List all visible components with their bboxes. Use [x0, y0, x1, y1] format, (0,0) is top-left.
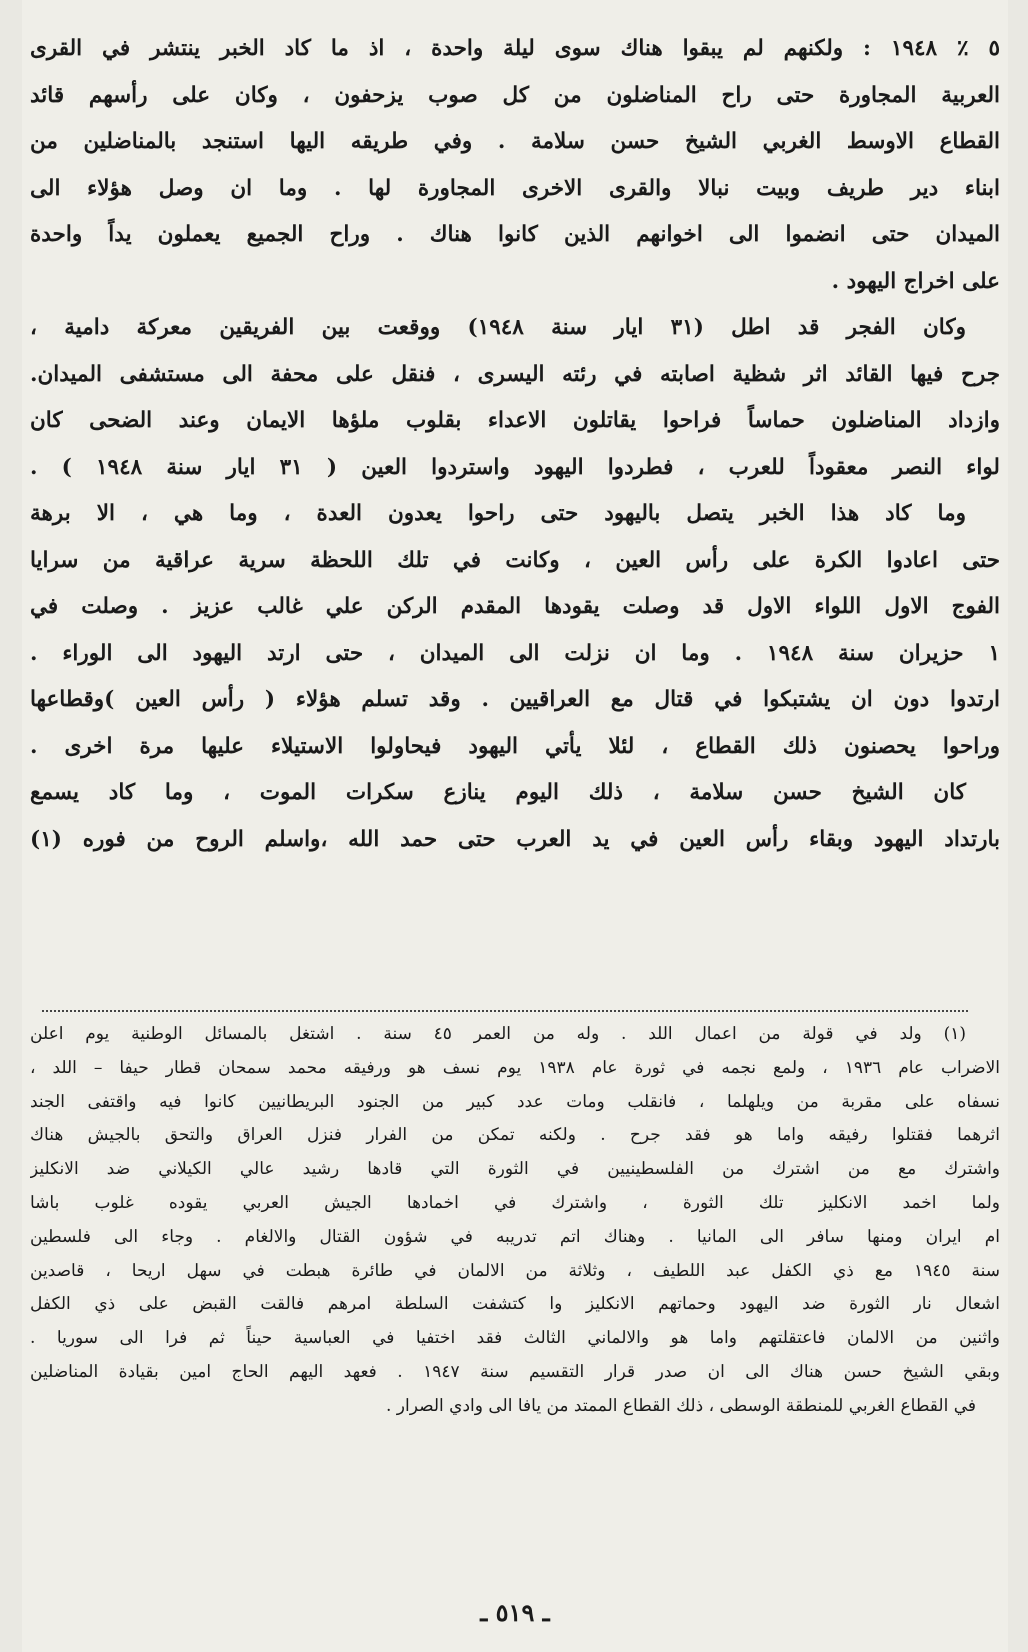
- footnote-line: واثنين من الالمان فاعتقلتهم واما هو والالماني الثالث فقد اختفيا في العباسية حيناً ثم فرا الى سوريا .: [30, 1328, 1000, 1349]
- text-line: وازداد المناضلون حماساً فراحوا يقاتلون الاعداء بقلوب ملؤها الايمان وعند الضحى كان: [30, 408, 1000, 433]
- footnote-line: سنة ١٩٤٥ مع ذي الكفل عبد اللطيف ، وثلاثة من الالمان في طائرة هبطت في سهل اريحا ، قاصدين: [30, 1260, 1000, 1281]
- text-line: لواء النصر معقوداً للعرب ، فطردوا اليهود واستردوا العين ( ٣١ ايار سنة ١٩٤٨ ) .: [30, 454, 1000, 480]
- text-line: على اخراج اليهود .: [831, 268, 1000, 294]
- footnote-line: (١) ولد في قولة من اعمال اللد . وله من العمر ٤٥ سنة . اشتغل بالمسائل الوطنية يوم اعلن: [30, 1024, 966, 1044]
- text-line: وما كاد هذا الخبر يتصل باليهود حتى راحوا يعدون العدة ، وما هي ، الا برهة: [30, 501, 966, 526]
- footnote-line: ام ايران ومنها سافر الى المانيا . وهناك اتم تدريبه في شؤون القتال والالغام . وجاء الى فلسطين: [30, 1226, 1000, 1247]
- text-line: جرح فيها القائد اثر شظية اصابته في رئته اليسرى ، فنقل على محفة الى مستشفى الميدان.: [30, 361, 1000, 387]
- footnotes: [30, 1018, 1000, 1424]
- text-line: الفوج الاول اللواء الاول قد وصلت يقودها المقدم الركن علي غالب عزيز . وصلت في: [30, 594, 1000, 619]
- text-line: ارتدوا دون ان يشتبكوا في قتال مع العراقيين . وقد تسلم هؤلاء ( رأس العين )وقطاعها: [30, 687, 1000, 712]
- text-line: ابناء دير طريف وبيت نبالا والقرى الاخرى المجاورة لها . وما ان وصل هؤلاء الى: [30, 175, 1000, 201]
- footnote-line: وبقي الشيخ حسن هناك الى ان صدر قرار التقسيم سنة ١٩٤٧ . فعهد اليهم الحاج امين بقيادة المناضلين: [30, 1361, 1000, 1382]
- text-line: بارتداد اليهود وبقاء رأس العين في يد العرب حتى حمد الله ،واسلم الروح من فوره (١): [30, 826, 1000, 852]
- footnote-divider: [42, 1010, 968, 1012]
- text-line: ١ حزيران سنة ١٩٤٨ . وما ان نزلت الى الميدان ، حتى ارتد اليهود الى الوراء .: [30, 640, 1000, 666]
- footnote-line: اشعال نار الثورة ضد اليهود وحماتهم الانكليز وا كتشفت السلطة امرهم فالقت القبض على ذي الكفل: [30, 1294, 1000, 1315]
- text-line: حتى اعادوا الكرة على رأس العين ، وكانت في تلك اللحظة سرية عراقية من سرايا: [30, 547, 1000, 573]
- footnote-line: ولما اخمد الانكليز تلك الثورة ، واشترك في اخمادها الجيش العربي يقوده غلوب باشا: [30, 1192, 1000, 1213]
- text-line: ٥ ٪ ١٩٤٨ : ولكنهم لم يبقوا هناك سوى ليلة واحدة ، اذ ما كاد الخبر ينتشر في القرى: [30, 36, 1000, 61]
- text-line: الميدان حتى انضموا الى اخوانهم الذين كانوا هناك . وراح الجميع يعملون يداً واحدة: [30, 222, 1000, 247]
- footnote-line: واشترك مع من اشترك من الفلسطينيين في الثورة التي قادها رشيد عالي الكيلاني ضد الانكليز: [30, 1159, 1000, 1180]
- text-line: وراحوا يحصنون ذلك القطاع ، لئلا يأتي اليهود فيحاولوا الاستيلاء عليها مرة اخرى .: [30, 733, 1000, 759]
- text-line: القطاع الاوسط الغربي الشيخ حسن سلامة . وفي طريقه اليها استنجد بالمناضلين من: [30, 129, 1000, 154]
- book-page: [22, 0, 1008, 1652]
- text-line: وكان الفجر قد اطل (٣١ ايار سنة ١٩٤٨) ووقعت بين الفريقين معركة دامية ،: [30, 315, 966, 340]
- footnote-line: في القطاع الغربي للمنطقة الوسطى ، ذلك القطاع الممتد من يافا الى وادي الصرار .: [385, 1395, 976, 1416]
- footnote-line: اثرهما فقتلوا رفيقه واما هو فقد جرح . ولكنه تمكن من الفرار فنزل العراق والتحق بالجيش هناك: [30, 1125, 1000, 1146]
- main-text-body: [30, 26, 1000, 863]
- page-number: ـ ٥١٩ ـ: [480, 1598, 550, 1627]
- text-line: العربية المجاورة حتى راح المناضلون من كل صوب يزحفون ، وكان على رأسهم قائد: [30, 82, 1000, 108]
- footnote-line: نسفاه على مقربة من ويلهلما ، فانقلب ومات عدد كبير من الجنود البريطانيين كانوا فيه واقتفى الجند: [30, 1091, 1000, 1112]
- text-line: كان الشيخ حسن سلامة ، ذلك اليوم ينازع سكرات الموت ، وما كاد يسمع: [30, 780, 966, 805]
- footnote-line: الاضراب عام ١٩٣٦ ، ولمع نجمه في ثورة عام ١٩٣٨ يوم نسف هو ورفيقه محمد سمحان قطار حيفا – اللد ،: [30, 1057, 1000, 1078]
